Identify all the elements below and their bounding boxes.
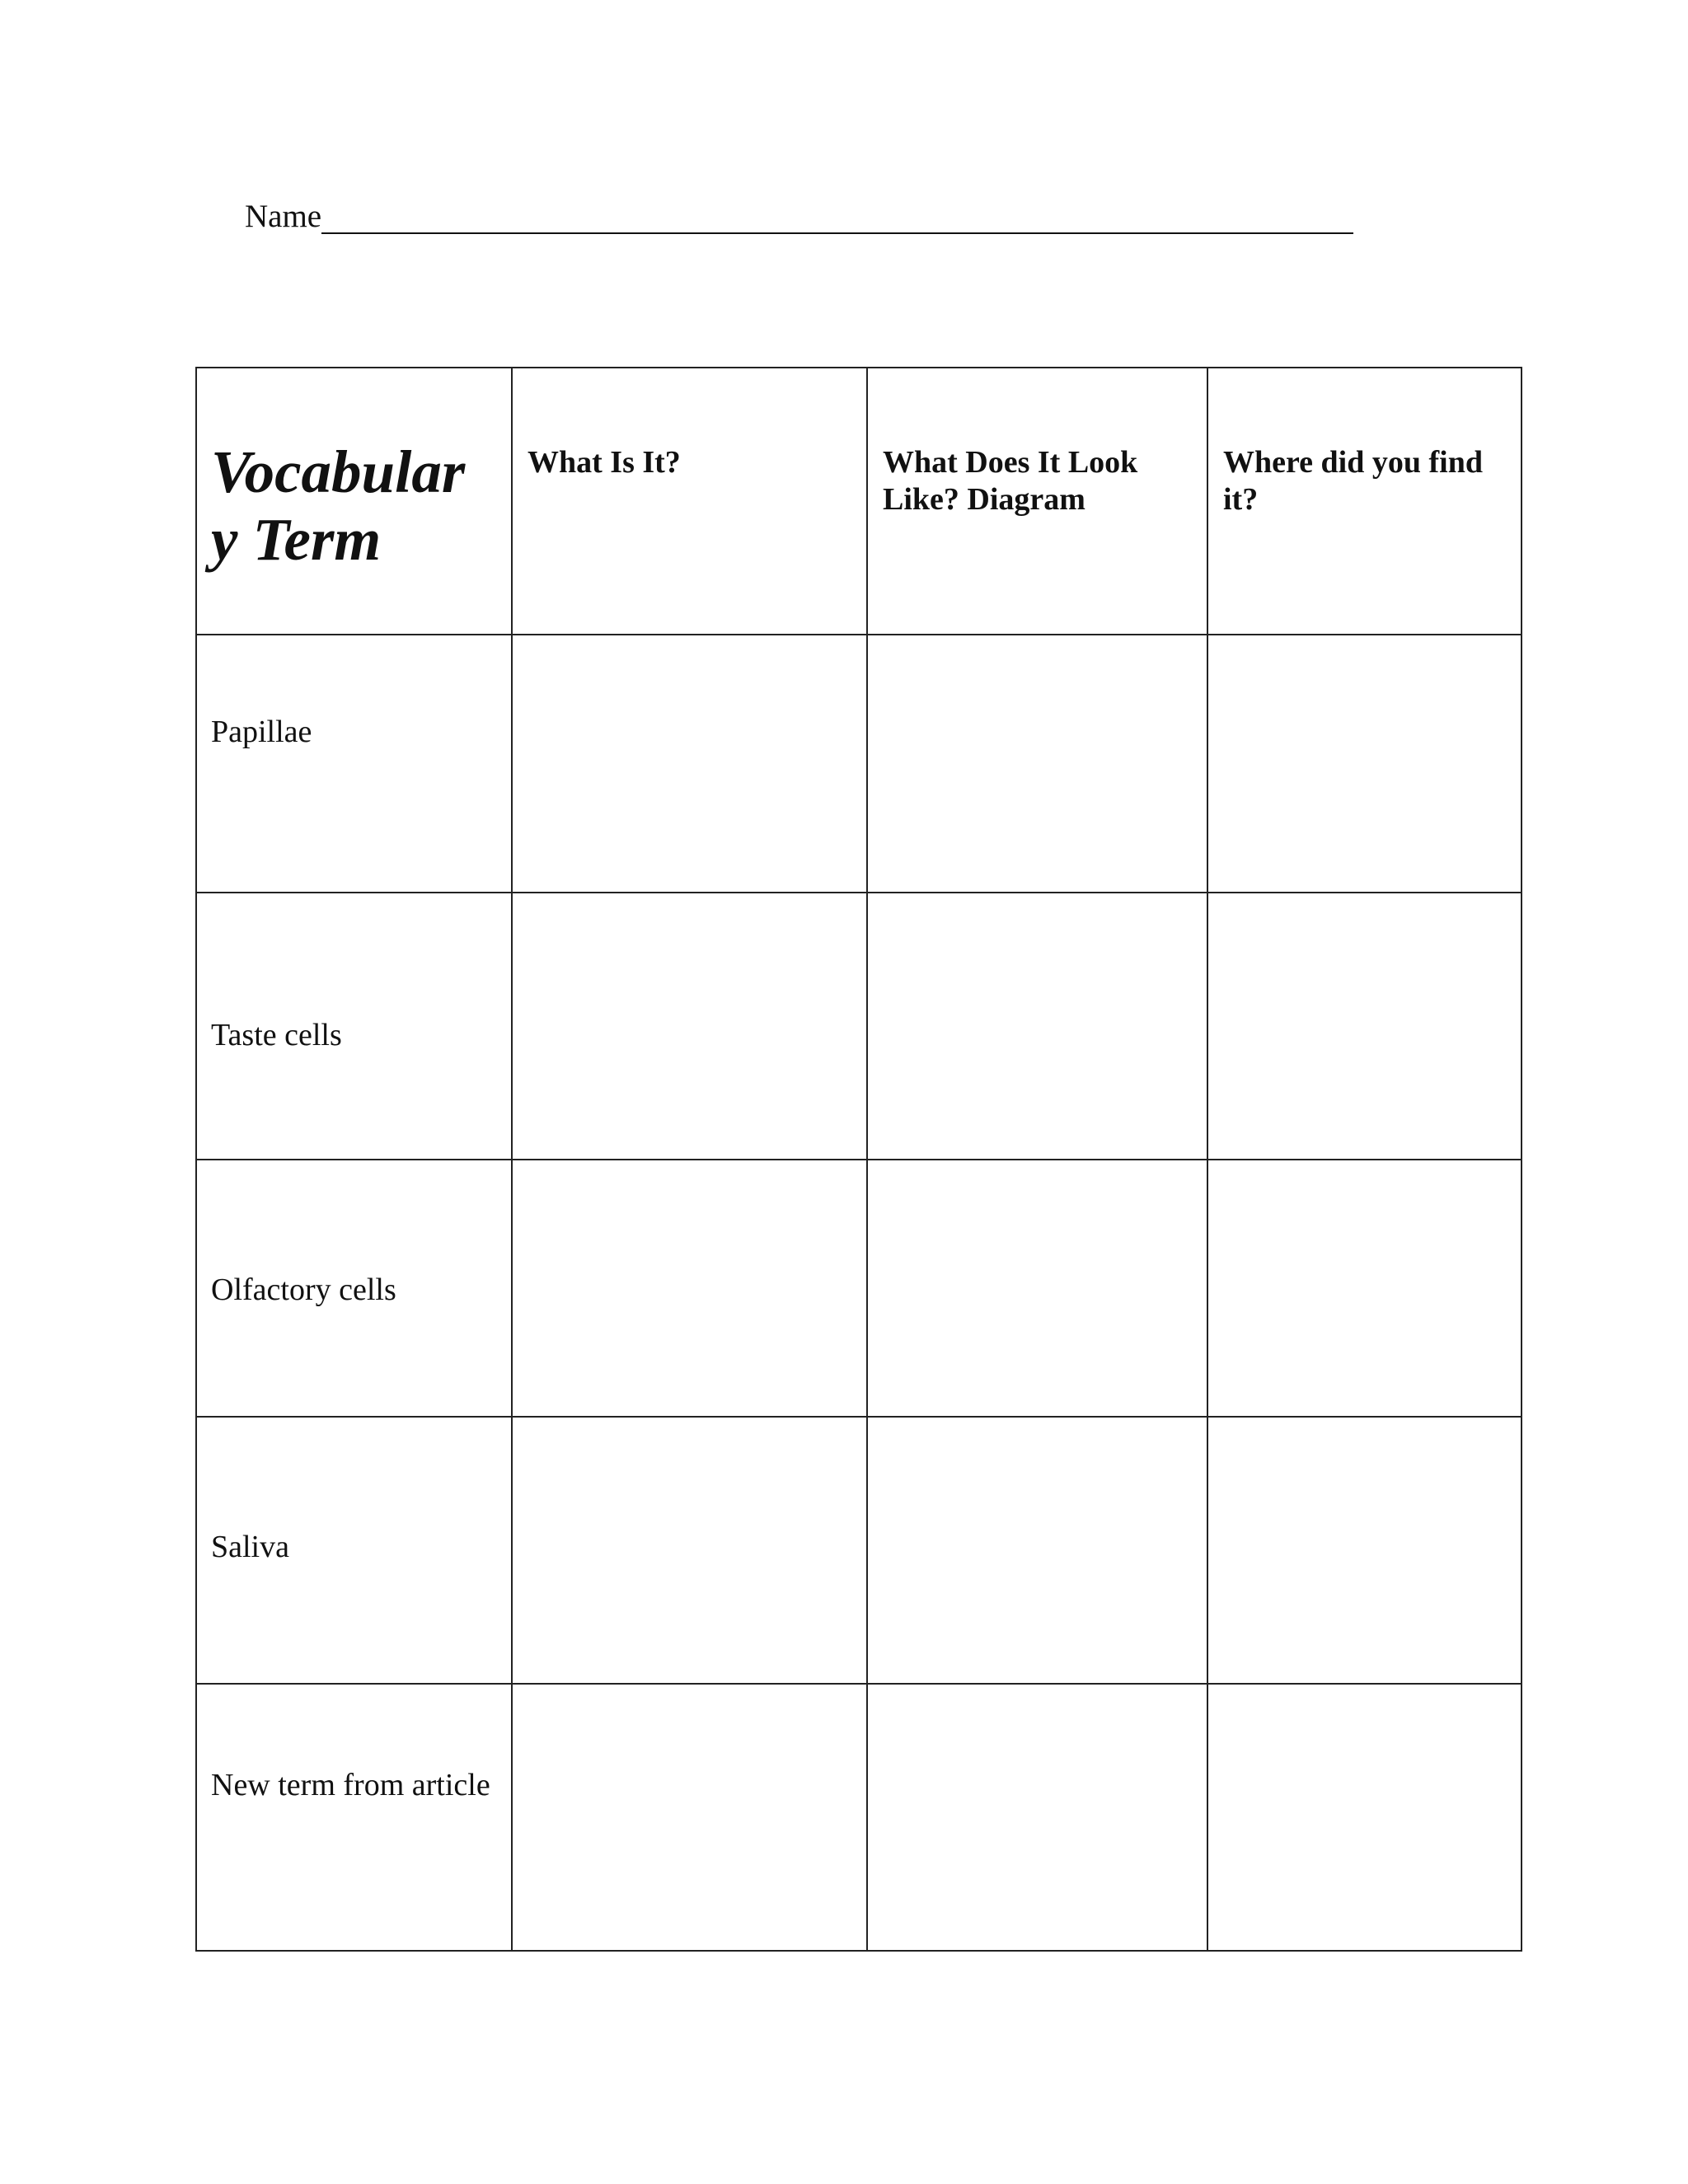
definition-cell[interactable] [512, 1417, 867, 1684]
table-header-row [196, 368, 1522, 635]
source-cell[interactable] [1207, 1160, 1522, 1417]
diagram-cell[interactable] [867, 635, 1207, 893]
vocabulary-table [195, 367, 1522, 1952]
diagram-cell[interactable] [867, 1160, 1207, 1417]
name-blank-line[interactable] [321, 232, 1353, 234]
source-cell[interactable] [1207, 1417, 1522, 1684]
table-row [196, 1417, 1522, 1684]
header-what-does-it-look-like: What Does It Look Like? Diagram [867, 368, 1207, 635]
header-what-is-it: What Is It? [512, 368, 867, 635]
term-cell: Taste cells [196, 893, 512, 1160]
diagram-cell[interactable] [867, 893, 1207, 1160]
source-cell[interactable] [1207, 1684, 1522, 1951]
table-row [196, 893, 1522, 1160]
term-cell: Papillae [196, 635, 512, 893]
definition-cell[interactable] [512, 893, 867, 1160]
definition-cell[interactable] [512, 1160, 867, 1417]
source-cell[interactable] [1207, 635, 1522, 893]
diagram-cell[interactable] [867, 1417, 1207, 1684]
term-cell: New term from article [196, 1684, 512, 1951]
header-where-did-you-find-it: Where did you find it? [1207, 368, 1522, 635]
name-label: Name [245, 199, 322, 234]
name-field[interactable] [245, 191, 1353, 234]
diagram-cell[interactable] [867, 1684, 1207, 1951]
header-vocabulary-term: Vocabular y Term [196, 368, 512, 635]
term-cell: Olfactory cells [196, 1160, 512, 1417]
definition-cell[interactable] [512, 635, 867, 893]
table-row [196, 1684, 1522, 1951]
source-cell[interactable] [1207, 893, 1522, 1160]
table-row [196, 635, 1522, 893]
table-row [196, 1160, 1522, 1417]
definition-cell[interactable] [512, 1684, 867, 1951]
term-cell: Saliva [196, 1417, 512, 1684]
